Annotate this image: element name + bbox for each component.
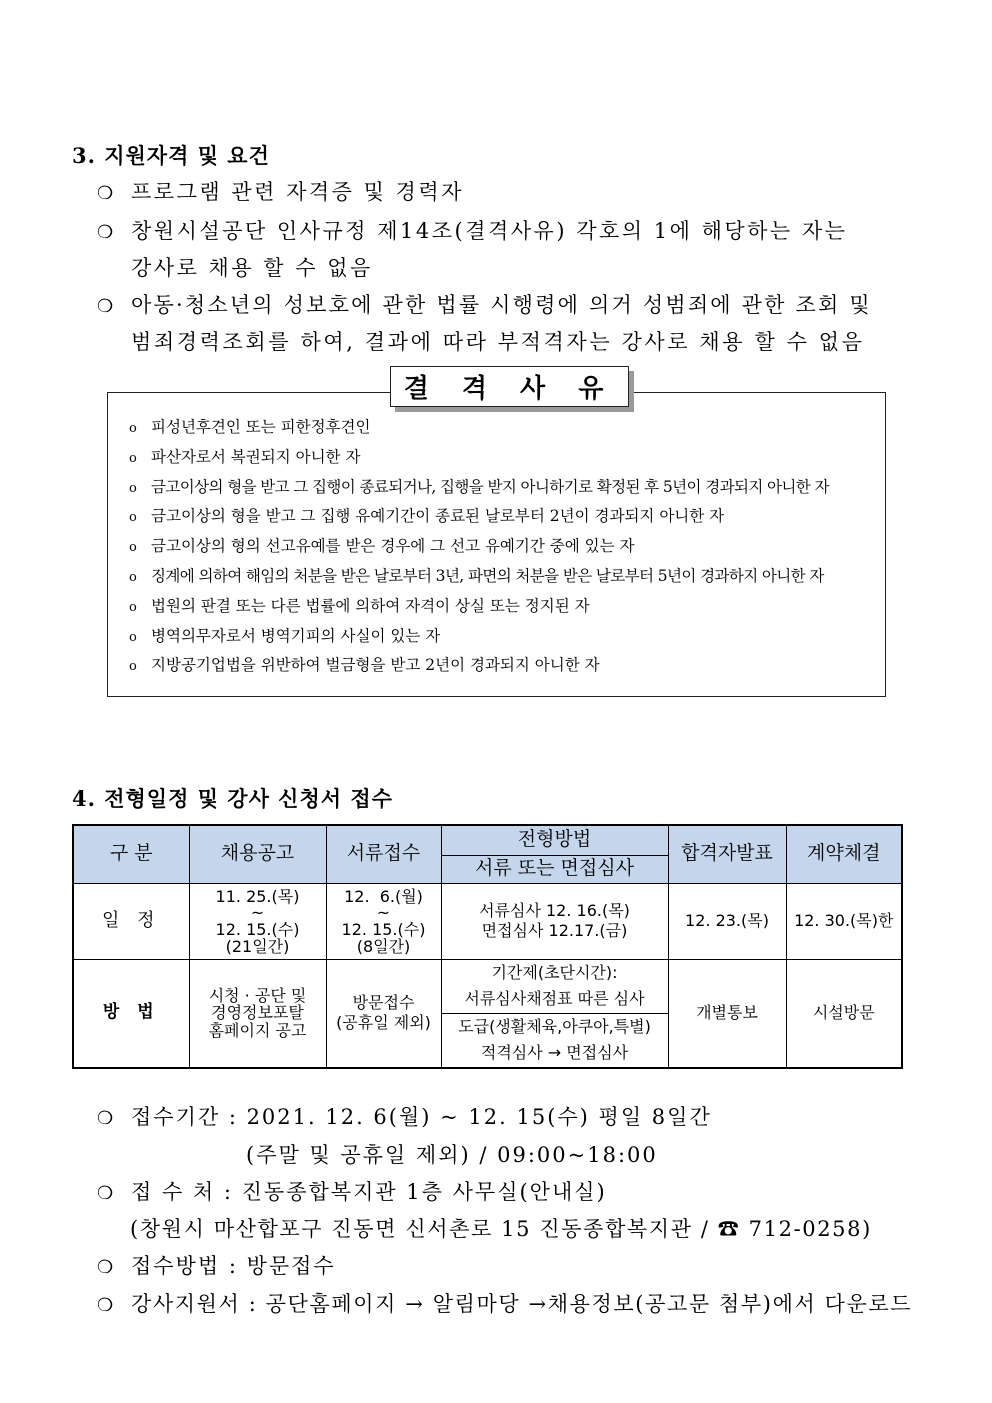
header-method-sub: 서류 또는 면접심사 [441, 855, 668, 883]
header-result: 합격자발표 [668, 825, 786, 883]
bullet-icon: o [129, 659, 137, 675]
note-period [97, 1101, 712, 1131]
method-announcement [189, 959, 326, 1068]
list-item [129, 473, 829, 503]
cell-line: 11. 25.(목) [215, 887, 300, 907]
schedule-method [441, 883, 668, 959]
requirement-text: 창원시설공단 인사규정 제14조(결격사유) 각호의 1에 해당하는 자는 [131, 219, 848, 243]
note-text: 접수기간 : 2021. 12. 6(월) ~ 12. 15(수) 평일 8일간 [131, 1105, 712, 1129]
cell-line: 방문접수 [352, 993, 415, 1012]
bullet-icon: o [129, 540, 137, 556]
row-label-schedule: 일 정 [73, 883, 189, 959]
table-header-row [73, 825, 902, 855]
cell-line: 기간제(초단시간): [491, 962, 618, 982]
table-row [73, 959, 902, 1068]
requirement-item-3 [97, 289, 872, 319]
cell-line: 12. 6.(월) [344, 887, 423, 907]
list-item-text: 병역의무자로서 병역기피의 사실이 있는 자 [151, 626, 441, 645]
bullet-icon: ❍ [97, 1257, 116, 1278]
table-row [73, 883, 902, 959]
bullet-icon: o [129, 510, 137, 526]
disqualification-title: 결 격 사 유 [390, 366, 629, 407]
bullet-icon: o [129, 569, 137, 585]
cell-line: (21일간) [225, 937, 290, 957]
header-category: 구 분 [73, 825, 189, 883]
list-item-text: 금고이상의 형의 선고유예를 받은 경우에 그 선고 유예기간 중에 있는 자 [151, 537, 635, 556]
method-selection-contract [442, 1013, 668, 1067]
cell-line: 서류심사 12. 16.(목) [479, 901, 630, 920]
schedule-announcement [189, 883, 326, 959]
list-item-text: 금고이상의 형을 받고 그 집행이 종료되거나, 집행을 받지 아니하기로 확정된 후 5년이 경과되지 아니한 자 [151, 477, 829, 496]
note-place [97, 1176, 607, 1206]
list-item-text: 피성년후견인 또는 피한정후견인 [151, 418, 371, 436]
disqualification-list [129, 413, 829, 681]
bullet-icon: o [129, 480, 137, 496]
bullet-icon: o [129, 421, 137, 436]
list-item-text: 지방공기업법을 위반하여 벌금형을 받고 2년이 경과되지 아니한 자 [151, 656, 600, 675]
list-item-text: 법원의 판결 또는 다른 법률에 의하여 자격이 상실 또는 정지된 자 [151, 596, 590, 615]
cell-line: 경영정보포탈 [211, 1003, 304, 1023]
cell-line: 면접심사 12.17.(금) [481, 921, 628, 940]
list-item [129, 413, 829, 443]
bullet-icon: o [129, 450, 137, 466]
header-doc-receipt: 서류접수 [326, 825, 441, 883]
section-4-heading: 4. 전형일정 및 강사 신청서 접수 [72, 786, 393, 811]
list-item [129, 562, 829, 592]
bullet-icon: ❍ [97, 222, 116, 243]
list-item [129, 532, 829, 562]
cell-line: ~ [376, 903, 391, 923]
cell-line: 도급(생활체육,아쿠아,특별) [458, 1016, 651, 1036]
cell-line: (공휴일 제외) [336, 1013, 431, 1032]
list-item-text: 파산자로서 복권되지 아니한 자 [151, 447, 361, 466]
note-period-continued: (주말 및 공휴일 제외) / 09:00~18:00 [246, 1143, 658, 1167]
method-selection-fixed-term [442, 960, 668, 1013]
method-doc-receipt [326, 959, 441, 1068]
row-label-method: 방 법 [73, 959, 189, 1068]
list-item [129, 651, 829, 681]
bullet-icon: ❍ [97, 296, 116, 317]
bullet-icon: ❍ [97, 1295, 115, 1316]
cell-line: 홈페이지 공고 [208, 1020, 307, 1040]
requirement-item-2-continued: 강사로 채용 할 수 없음 [131, 256, 373, 280]
bullet-icon: ❍ [97, 183, 116, 204]
requirement-item-1 [97, 176, 464, 206]
cell-line: 12. 15.(수) [341, 920, 426, 940]
note-method [97, 1250, 336, 1280]
cell-line: 서류심사채점표 따른 심사 [464, 989, 645, 1009]
header-method-group: 전형방법 [441, 825, 668, 855]
section-3-heading: 3. 지원자격 및 요건 [72, 143, 270, 168]
requirement-text: 프로그램 관련 자격증 및 경력자 [131, 180, 464, 204]
list-item [129, 443, 829, 473]
note-text: 접 수 처 : 진동종합복지관 1층 사무실(안내실) [131, 1180, 607, 1204]
list-item-text: 징계에 의하여 해임의 처분을 받은 날로부터 3년, 파면의 처분을 받은 날로부터 5년이 경과하지 아니한 자 [151, 566, 824, 585]
bullet-icon: ❍ [97, 1108, 116, 1129]
note-text: 강사지원서 : 공단홈페이지 → 알림마당 →채용정보(공고문 첨부)에서 다운로드 [131, 1292, 913, 1316]
bullet-icon: o [129, 599, 137, 615]
schedule-table [72, 824, 903, 1069]
schedule-result: 12. 23.(목) [668, 883, 786, 959]
header-contract: 계약체결 [786, 825, 902, 883]
list-item-text: 금고이상의 형을 받고 그 집행 유예기간이 종료된 날로부터 2년이 경과되지 아니한 자 [151, 507, 725, 526]
requirement-text: 아동·청소년의 성보호에 관한 법률 시행령에 의거 성범죄에 관한 조회 및 [131, 293, 872, 317]
method-selection [441, 959, 668, 1068]
list-item [129, 622, 829, 652]
requirement-item-3-continued: 범죄경력조회를 하여, 결과에 따라 부적격자는 강사로 채용 할 수 없음 [131, 330, 865, 354]
method-contract: 시설방문 [786, 959, 902, 1068]
schedule-doc-receipt [326, 883, 441, 959]
note-place-address: (창원시 마산합포구 진동면 신서촌로 15 진동종합복지관 / ☎ 712-0258) [130, 1217, 872, 1241]
bullet-icon: ❍ [97, 1183, 116, 1204]
note-text: 접수방법 : 방문접수 [131, 1254, 336, 1278]
header-announcement: 채용공고 [189, 825, 326, 883]
requirement-item-2 [97, 215, 847, 245]
cell-line: (8일간) [356, 937, 411, 957]
list-item [129, 502, 829, 532]
list-item [129, 592, 829, 622]
cell-line: 12. 15.(수) [215, 920, 300, 940]
bullet-icon: o [129, 629, 137, 645]
schedule-contract: 12. 30.(목)한 [786, 883, 902, 959]
cell-line: 적격심사 → 면접심사 [480, 1043, 629, 1063]
note-form [97, 1288, 912, 1318]
cell-line: 시청 · 공단 및 [208, 985, 307, 1005]
method-result: 개별통보 [668, 959, 786, 1068]
cell-line: ~ [250, 903, 265, 923]
